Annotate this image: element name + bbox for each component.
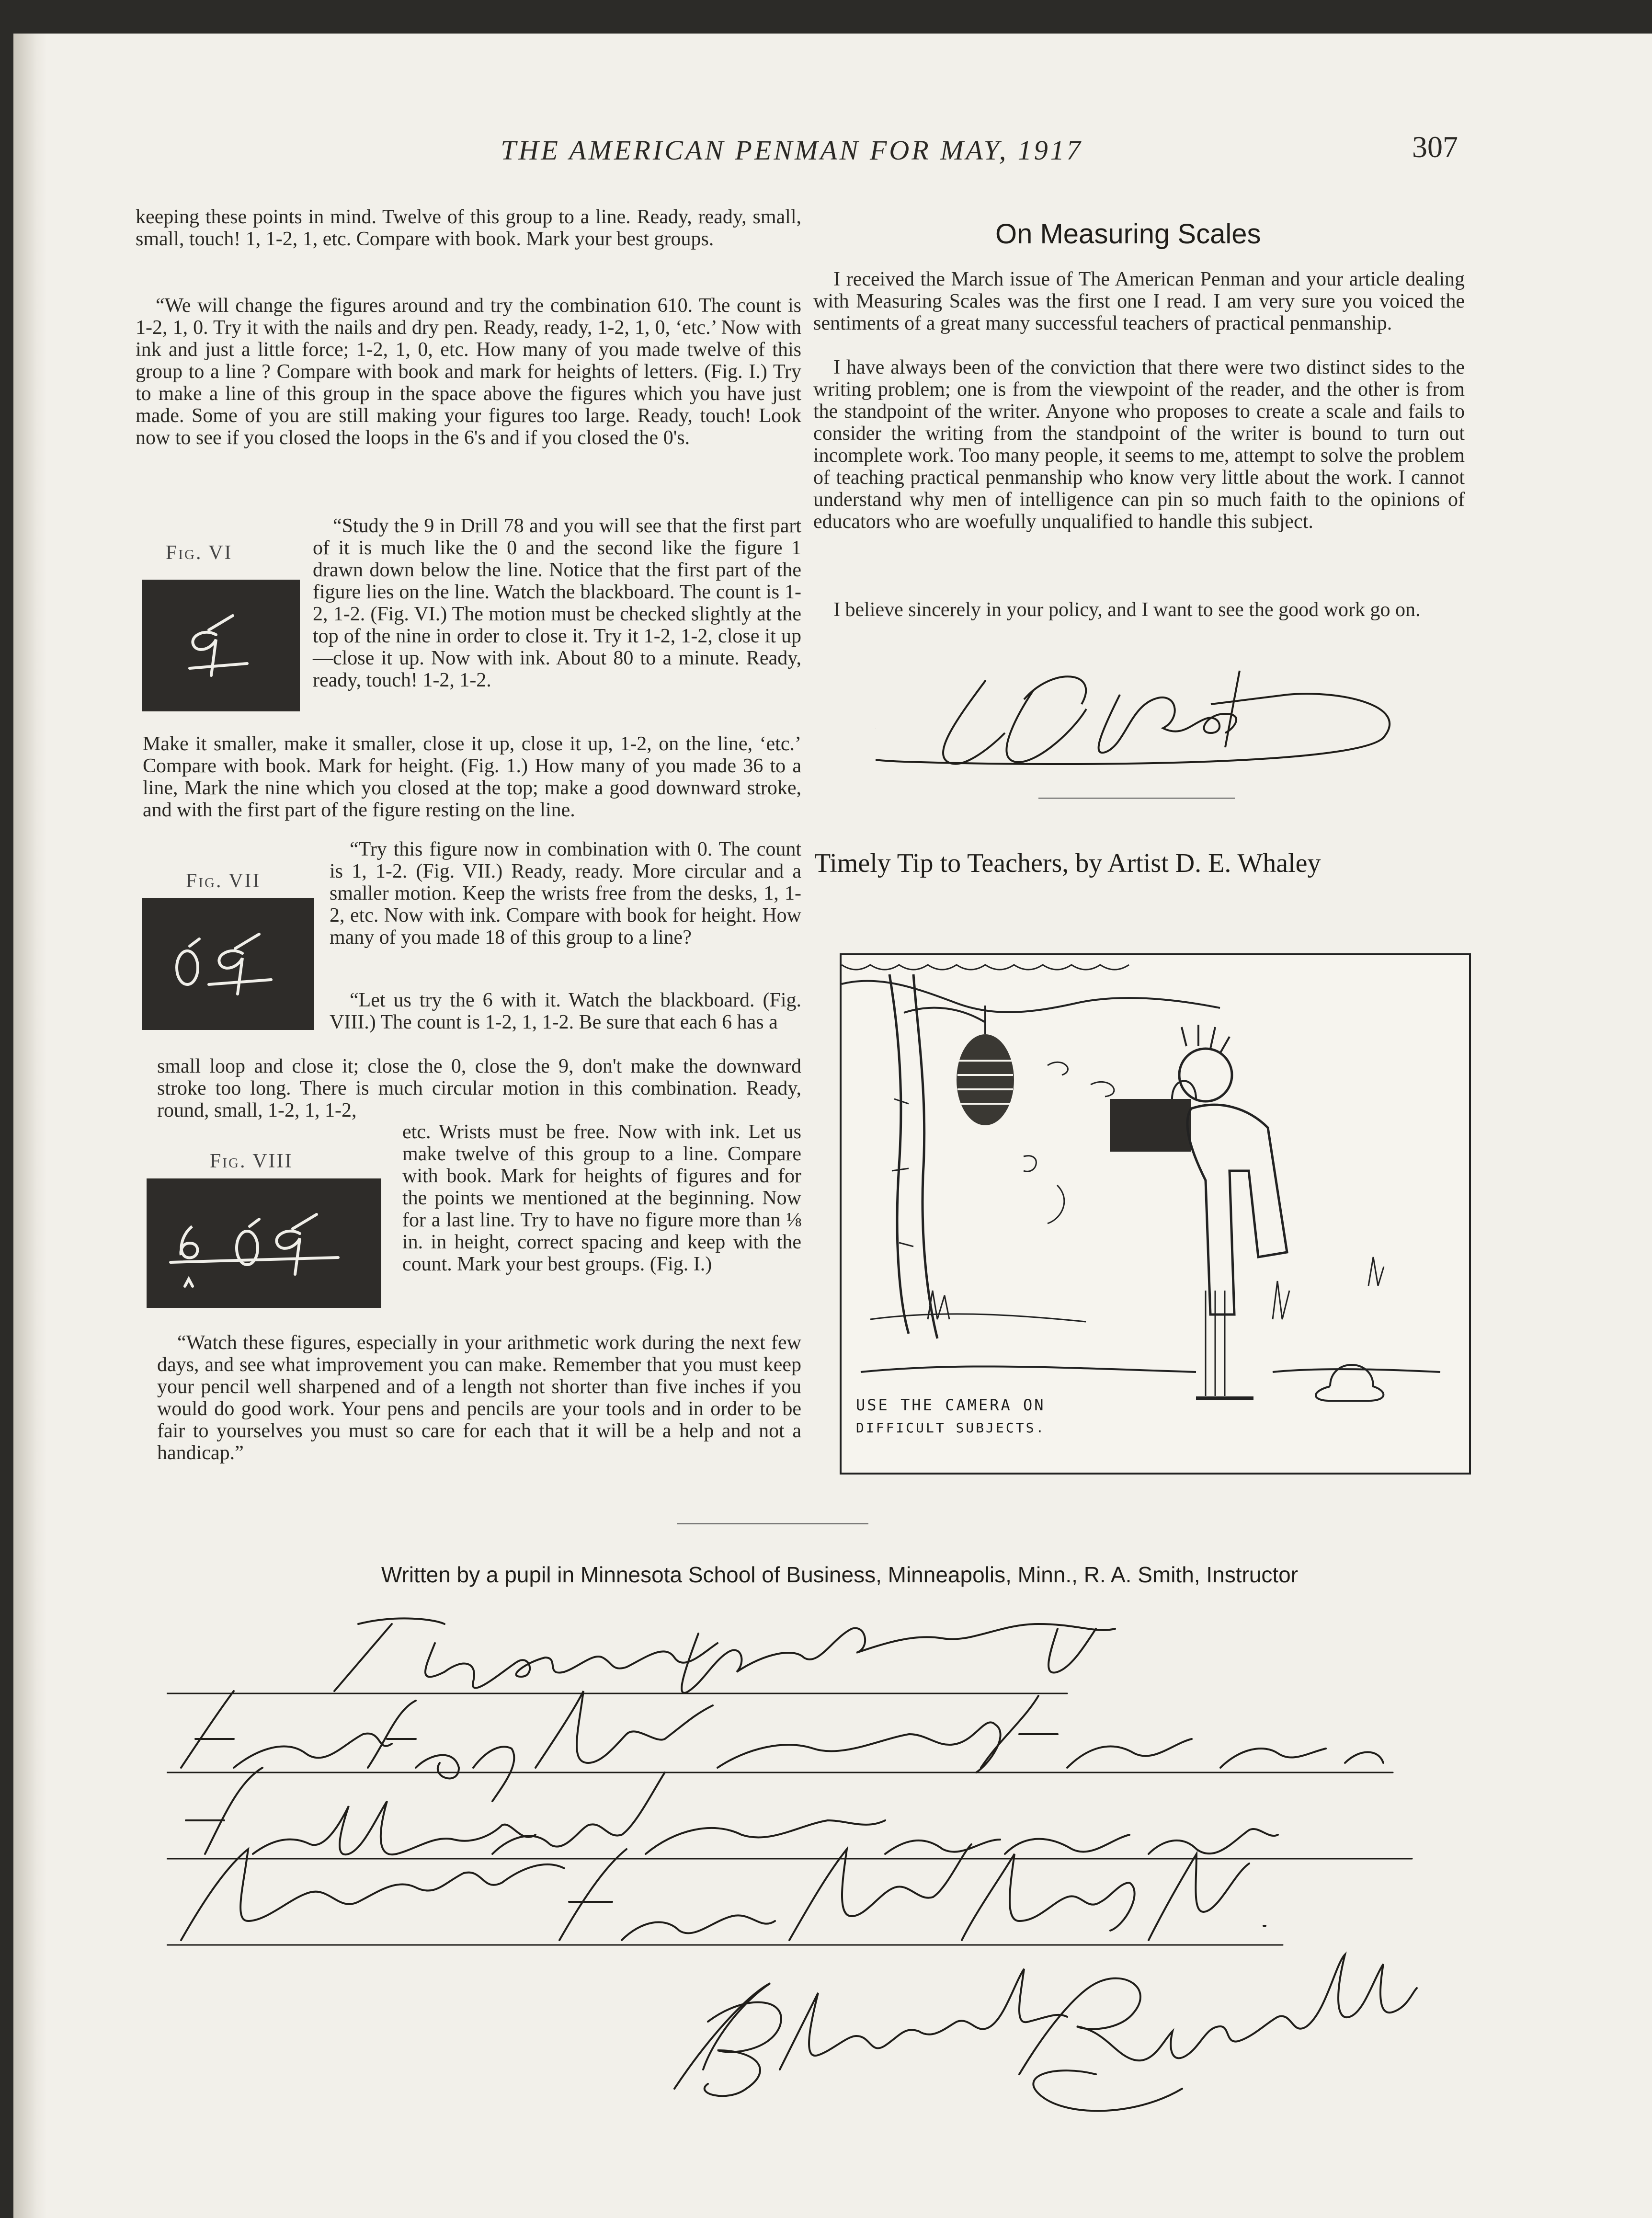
fig-8-label: Fig. VIII <box>210 1150 293 1172</box>
cartoon-caption-line-2: DIFFICULT SUBJECTS. <box>856 1420 1046 1436</box>
left-paragraph-5-side: “Let us try the 6 with it. Watch the blackboard. (Fig. VIII.) The count is 1-2, 1, 1-2. Be sure that each 6 has a <box>330 989 801 1033</box>
specimen-line-4 <box>167 1864 289 1873</box>
cartoon-caption-line-1: USE THE CAMERA ON <box>856 1396 1046 1414</box>
specimen-line-2 <box>167 1696 308 1705</box>
left-paragraph-5-side-2: etc. Wrists must be free. Now with ink. Let us make twelve of this group to a line. Compare with book. Mark for heights of figures and for the points we mentioned at the beginning. Now for a last line. Try to have no figure more than ⅛ in. in height, correct spacing and keep with the count. Mark your best groups. (Fig. I.) <box>402 1121 801 1275</box>
right-paragraph-1: I received the March issue of The American Penman and your article dealing with Measuring Scales was the first one I read. I am very sure you voiced the sentiments of a great many successful teachers of practical penmanship. <box>813 268 1465 334</box>
left-paragraph-4-side: “Try this figure now in combination with 0. The count is 1, 1-2. (Fig. VII.) Ready, ready. More circular and a smaller motion. Keep the wrists free from the desks, 1, 1-2, etc. Now with ink. Compare with book for height. How many of you made 18 of this group to a line? <box>330 838 801 949</box>
magazine-page <box>13 34 1652 2218</box>
left-paragraph-2: “We will change the figures around and try the combination 610. The count is 1-2, 1, 0. Try it with the nails and dry pen. Ready, ready, 1-2, 1, 0, ‘etc.’ Now with ink and just a little force; 1-2, 1, 0, etc. How many of you made twelve of this group to a line ? Compare with book and mark for heights of letters. (Fig. I.) Try to make a line of this group in the space above the figures which you have just made. Some of you are still making your figures too large. Ready, touch! Look now to see if you closed the loops in the 6's and if you closed the 0's. <box>136 295 801 449</box>
cartoon-drawing <box>842 955 1469 1473</box>
running-title: THE AMERICAN PENMAN FOR MAY, 1917 <box>501 135 1083 166</box>
right-divider-rule <box>1038 798 1235 799</box>
l-d-root-signature <box>876 652 1474 786</box>
fig-7-label: Fig. VII <box>186 870 261 892</box>
fig-8-chalk-figure <box>147 1178 381 1308</box>
specimen-line-3 <box>167 1777 309 1786</box>
right-paragraph-3: I believe sincerely in your policy, and I want to see the good work go on. <box>833 599 1421 621</box>
specimen-signature <box>674 1988 741 1997</box>
page-number: 307 <box>1412 130 1458 164</box>
page-spine-shadow <box>13 34 47 2218</box>
fig-7-blackboard <box>142 898 314 1030</box>
left-paragraph-5-full: small loop and close it; close the 0, close the 9, don't make the downward stroke too long. There is much circular motion in this combination. Ready, round, small, 1-2, 1, 1-2, <box>157 1055 801 1121</box>
fig-8-blackboard <box>147 1178 381 1308</box>
fig-6-blackboard <box>142 580 300 711</box>
center-divider-rule <box>677 1523 868 1524</box>
specimen-caption: Written by a pupil in Minnesota School of Business, Minneapolis, Minn., R. A. Smith, Instructor <box>381 1562 1299 1587</box>
left-paragraph-3-full: Make it smaller, make it smaller, close it up, close it up, 1-2, on the line, ‘etc.’ Compare with book. Mark for height. (Fig. 1.) How many of you made 36 to a line, Mark the nine which you closed at the top; make a good downward stroke, and with the first part of the figure resting on the line. <box>143 733 801 821</box>
specimen-line-1 <box>167 1614 289 1623</box>
measuring-scales-title: On Measuring Scales <box>995 218 1261 250</box>
handwriting-specimen <box>167 1614 1489 2117</box>
left-paragraph-3-side: “Study the 9 in Drill 78 and you will see that the first part of it is much like the 0 and the second like the figure 1 drawn down below the line. Notice that the first part of the figure lies on the line. Watch the blackboard. The count is 1-2, 1-2. (Fig. VI.) The motion must be checked slightly at the top of the nine in order to close it. Try it 1-2, 1-2, close it up—close it up. Now with ink. About 80 to a minute. Ready, ready, touch! 1-2, 1-2. <box>313 515 801 691</box>
left-paragraph-1: keeping these points in mind. Twelve of this group to a line. Ready, ready, small, small, touch! 1, 1-2, 1, etc. Compare with book. Mark your best groups. <box>136 206 801 250</box>
camera-cartoon <box>840 953 1471 1475</box>
fig-6-label: Fig. VI <box>166 542 233 564</box>
timely-tip-title: Timely Tip to Teachers, by Artist D. E. Whaley <box>814 848 1321 878</box>
cursive-lines <box>167 1614 1489 2117</box>
right-paragraph-2: I have always been of the conviction that there were two distinct sides to the writing problem; one is from the viewpoint of the reader, and the other is from the standpoint of the writer. Anyone who proposes to create a scale and fails to consider the writing from the standpoint of the writer is bound to turn out incomplete work. Too many people, it seems to me, attempt to solve the problem of teaching practical penmanship who know very little about the work. I cannot understand why men of intelligence can pin so much faith to the opinions of educators who are woefully unqualified to handle this subject. <box>813 356 1465 533</box>
signature-flourish <box>876 652 1474 786</box>
fig-7-chalk-figure <box>142 898 314 1030</box>
fig-6-chalk-figure <box>142 580 300 711</box>
left-paragraph-6: “Watch these figures, especially in your arithmetic work during the next few days, and see what improvement you can make. Remember that you must keep your pencil well sharpened and of a length not shorter than five inches if you would do good work. Your pens and pencils are your tools and in order to be fair to yourselves you must so care for each that it will be a help and not a handicap.” <box>157 1332 801 1464</box>
